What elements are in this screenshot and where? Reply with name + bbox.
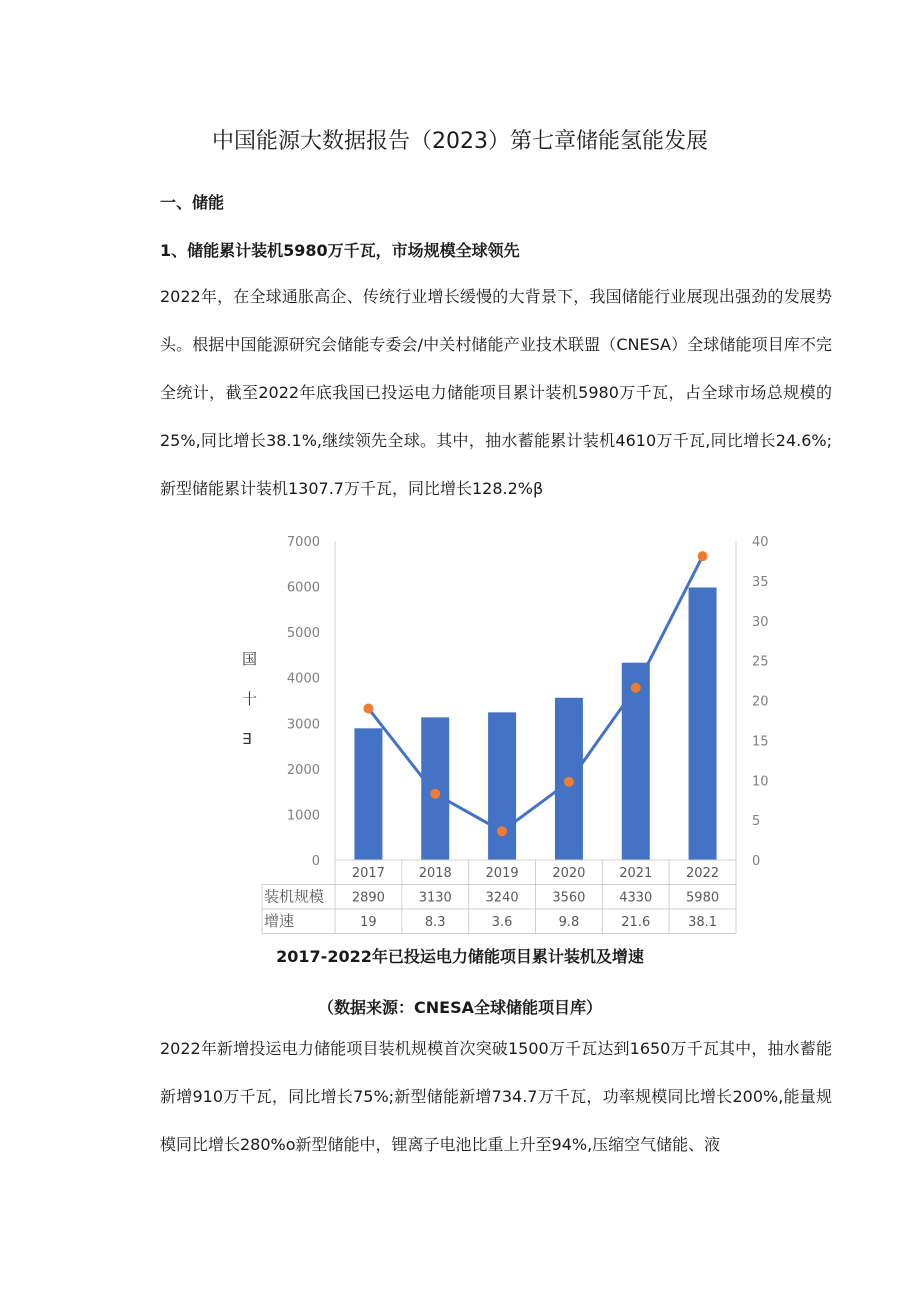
y-right-tick-label: 35 — [752, 574, 769, 590]
x-tick-label: 2018 — [418, 866, 452, 881]
x-tick-label: 2022 — [686, 866, 720, 881]
table-row-label: 增速 — [264, 912, 295, 930]
bar — [488, 712, 516, 860]
table-cell: 38.1 — [688, 915, 718, 930]
chart-figure — [242, 528, 769, 940]
subsection-heading: 1、储能累计装机5980万千瓦，市场规模全球领先 — [160, 241, 520, 260]
y-right-tick-label: 40 — [752, 535, 769, 550]
table-cell: 3240 — [485, 890, 519, 906]
growth-point — [631, 683, 641, 693]
table-cell: 2890 — [351, 890, 385, 906]
x-tick-label: 2017 — [351, 866, 385, 881]
growth-line — [368, 556, 702, 831]
table-cell: 5980 — [686, 890, 720, 906]
y-left-tick-label: 1000 — [286, 808, 320, 824]
table-cell: 21.6 — [621, 915, 651, 930]
growth-point — [564, 777, 574, 787]
paragraph-2: 2022年新增投运电力储能项目装机规模首次突破1500万千瓦达到1650万千瓦其中，抽水蓄能新增910万千瓦，同比增长75%;新型储能新增734.7万千瓦，功率规模同比增长200%,能量规模同比增长280%o新型储能中，锂离子电池比重上升至94%,压缩空气储能、液 — [160, 1039, 832, 1154]
growth-point — [698, 551, 708, 561]
y-right-tick-label: 0 — [752, 854, 761, 869]
table-cell: 9.8 — [558, 915, 580, 930]
page-title: 中国能源大数据报告（2023）第七章储能氢能发展 — [212, 129, 708, 154]
x-tick-label: 2019 — [485, 866, 519, 881]
growth-point — [430, 789, 440, 799]
y-left-tick-label: 4000 — [286, 671, 320, 687]
table-cell: 19 — [360, 915, 377, 930]
growth-point — [497, 826, 507, 836]
y-right-tick-label: 20 — [752, 694, 769, 710]
bar — [354, 728, 382, 860]
bar — [689, 587, 717, 860]
table-cell: 3.6 — [491, 915, 513, 930]
axis-label-fragment: ∃ — [242, 730, 252, 748]
y-right-tick-label: 10 — [752, 774, 769, 790]
paragraph-1: 2022年，在全球通胀高企、传统行业增长缓慢的大背景下，我国储能行业展现出强劲的发展势头。根据中国能源研究会储能专委会/中关村储能产业技术联盟（CNESA）全球储能项目库不完全统计，截至2022年底我国已投运电力储能项目累计装机5980万千瓦，占全球市场总规模的25%,同比增长38.1%,继续领先全球。其中，抽水蓄能累计装机4610万千瓦,同比增长24.6%;新型储能累计装机1307.7万千瓦，同比增长128.2%β — [160, 287, 832, 498]
y-right-tick-label: 30 — [752, 614, 769, 630]
growth-point — [363, 703, 373, 713]
axis-label-fragment: 国 — [242, 650, 258, 668]
combo-chart — [242, 528, 769, 940]
table-row-label: 装机规模 — [264, 887, 325, 906]
bar — [421, 717, 449, 860]
y-left-tick-label: 5000 — [286, 626, 320, 642]
y-left-tick-label: 6000 — [286, 580, 320, 596]
section-heading: 一、储能 — [160, 193, 225, 212]
y-left-tick-label: 0 — [311, 854, 320, 869]
y-right-tick-label: 25 — [752, 654, 769, 670]
table-cell: 3130 — [418, 890, 452, 906]
y-left-tick-label: 2000 — [286, 762, 320, 778]
y-left-tick-label: 7000 — [286, 535, 320, 550]
table-cell: 3560 — [552, 890, 586, 906]
figure-caption: 2017-2022年已投运电力储能项目累计装机及增速 — [276, 947, 644, 966]
table-cell: 4330 — [619, 890, 653, 906]
y-left-tick-label: 3000 — [286, 717, 320, 733]
axis-label-fragment: 十 — [242, 690, 258, 708]
y-right-tick-label: 15 — [752, 734, 769, 750]
x-tick-label: 2021 — [619, 866, 653, 881]
y-right-tick-label: 5 — [752, 814, 761, 830]
figure-source: （数据来源：CNESA全球储能项目库） — [318, 998, 602, 1017]
x-tick-label: 2020 — [552, 866, 586, 881]
table-cell: 8.3 — [424, 915, 446, 930]
